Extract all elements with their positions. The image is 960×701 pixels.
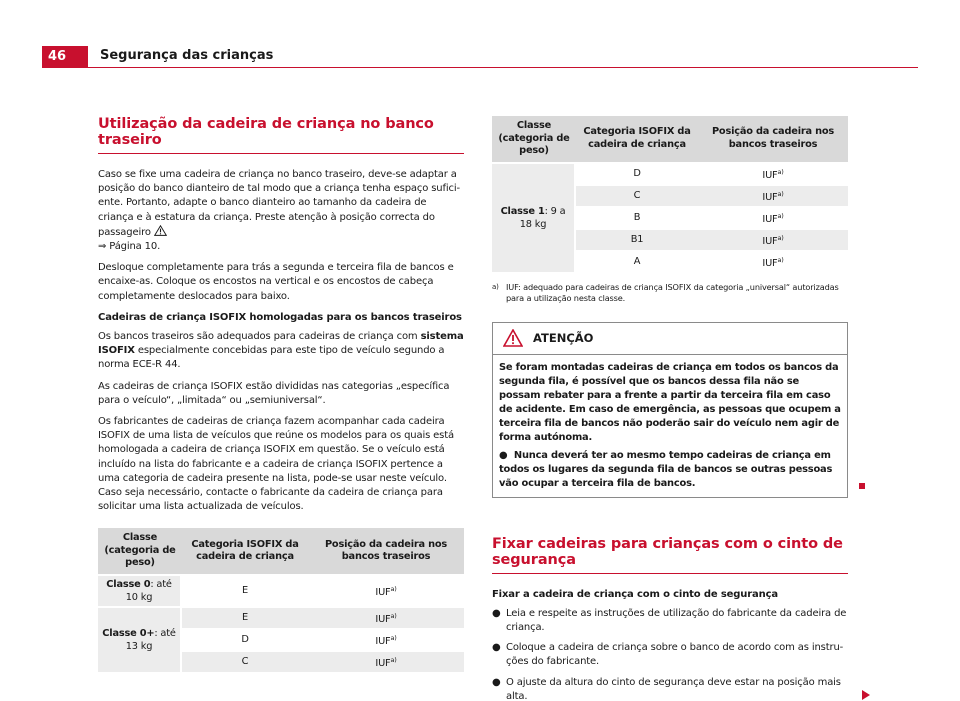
paragraph-isofix-system: Os bancos traseiros são adequados para cadeiras de criança com sistema ISOFIX especialmente concebidas para este tipo de veículo segundo a norma ECE-R 44. xyxy=(98,331,464,371)
warning-text-1: Se foram montadas cadeiras de criança em todos os bancos da segunda fila, é possível que os bancos dessa fila não se possam rebater para a frente a partir da terceira fila em caso de acidente. Em caso de emergência, as pessoas que ocupem a terceira fila de bancos não poderão sair do veículo nem agir de forma autónoma. xyxy=(499,361,841,443)
left-column xyxy=(98,116,464,674)
table-row: Classe 0+: até 13 kg E IUF$^{a)}$ xyxy=(98,608,464,630)
end-marker-icon xyxy=(859,483,865,489)
header-rule xyxy=(42,67,918,68)
section-title-seat-belt: Fixar cadeiras para crianças com o cinto de segurança xyxy=(492,536,848,574)
paragraph-front-seat-adjust: Caso se fixe uma cadeira de criança no banco traseiro, deve-se adaptar a posição do banco dianteiro de tal modo que a criança tenha espaço suficiente. Portanto, adapte o banco dianteiro ao tamanho da cadeira de criança e à estatura da criança. Preste atenção à posição correcta do passageiro ⇒ Página 10. xyxy=(98,169,461,253)
running-title: Segurança das crianças xyxy=(100,48,274,63)
warning-header xyxy=(493,323,847,355)
isofix-table-class-0 xyxy=(98,528,464,674)
class-cell: Classe 0+: até 13 kg xyxy=(98,608,182,674)
table-row: A IUF$^{a)}$ xyxy=(492,252,848,274)
paragraph-isofix-categories: As cadeiras de criança ISOFIX estão divididas nas categorias „específica para o veículo“, „limitada“ ou „semiuniversal“. xyxy=(98,380,450,406)
continue-arrow-icon xyxy=(862,690,870,700)
section-title-rear-seat: Utilização da cadeira de criança no banco traseiro xyxy=(98,116,464,154)
warning-text-2: ● Nunca deverá ter ao mesmo tempo cadeiras de criança em todos os lugares da segunda fila de bancos se outras pessoas vão ocupar a terceira fila de bancos. xyxy=(499,449,833,489)
table-header: Posição da cadeira nos bancos traseiros xyxy=(698,116,848,164)
table-row: B1 IUF$^{a)}$ xyxy=(492,230,848,252)
class-cell: Classe 0: até 10 kg xyxy=(98,576,182,608)
table-header: Classe (categoria de peso) xyxy=(98,528,182,576)
right-column xyxy=(492,116,848,701)
list-item: ● Leia e respeite as instruções de utilização do fabricante da cadeira de criança. xyxy=(492,607,847,633)
table-row: C IUF$^{a)}$ xyxy=(98,652,464,674)
list-item: ● O ajuste da altura do cinto de segurança deve estar na posição mais alta. xyxy=(492,676,848,701)
class-cell: Classe 1: 9 a 18 kg xyxy=(492,164,576,274)
table-header: Categoria ISOFIX da cadeira de criança xyxy=(576,116,698,164)
page-number: 46 xyxy=(42,46,88,68)
table-row: D IUF$^{a)}$ xyxy=(98,630,464,652)
warning-triangle-icon xyxy=(154,225,167,236)
warning-box xyxy=(492,322,848,498)
table-header: Classe (categoria de peso) xyxy=(492,116,576,164)
warning-triangle-icon xyxy=(503,329,523,347)
table-row: B IUF$^{a)}$ xyxy=(492,208,848,230)
table-row: Classe 0: até 10 kg E IUF$^{a)}$ xyxy=(98,576,464,608)
table-header: Categoria ISOFIX da cadeira de criança xyxy=(182,528,308,576)
paragraph-manufacturer-list: Os fabricantes de cadeiras de criança fazem acompanhar cada cadeira ISOFIX de uma lista de veículos que reúne os modelos para os quais está homologada a cadeira de criança ISOFIX em questão. Se o veículo está incluído na lista do fabricante e a cadeira de criança ISOFIX pertence a uma categoria de cadeira presente na lista, pode-se usar neste veículo. Caso seja necessário, contacte o fabricante da cadeira de criança para solicitar uma lista actualizada de veículos. xyxy=(98,416,454,513)
table-header: Posição da cadeira nos bancos traseiros xyxy=(308,528,464,576)
warning-title: ATENÇÃO xyxy=(533,331,594,345)
table-row: C IUF$^{a)}$ xyxy=(492,186,848,208)
paragraph-move-seats: Desloque completamente para trás a segunda e terceira fila de bancos e encaixe-as. Coloque os encostos na vertical e os encostos de cabeça completamente deslocados para baixo. xyxy=(98,262,454,302)
page-reference-link[interactable]: ⇒ Página 10. xyxy=(98,241,161,253)
subheading-seat-belt: Fixar a cadeira de criança com o cinto de segurança xyxy=(492,588,778,600)
isofix-table-class-1 xyxy=(492,116,848,274)
subheading-isofix-approved: Cadeiras de criança ISOFIX homologadas para os bancos traseiros xyxy=(98,311,462,323)
table-row: Classe 1: 9 a 18 kg D IUF$^{a)}$ xyxy=(492,164,848,186)
table-footnote: a) IUF: adequado para cadeiras de criança ISOFIX da categoria „universal“ autorizadas para a utilização nesta classe. xyxy=(492,281,839,303)
list-item: ● Coloque a cadeira de criança sobre o banco de acordo com as instruções do fabricante. xyxy=(492,642,844,668)
